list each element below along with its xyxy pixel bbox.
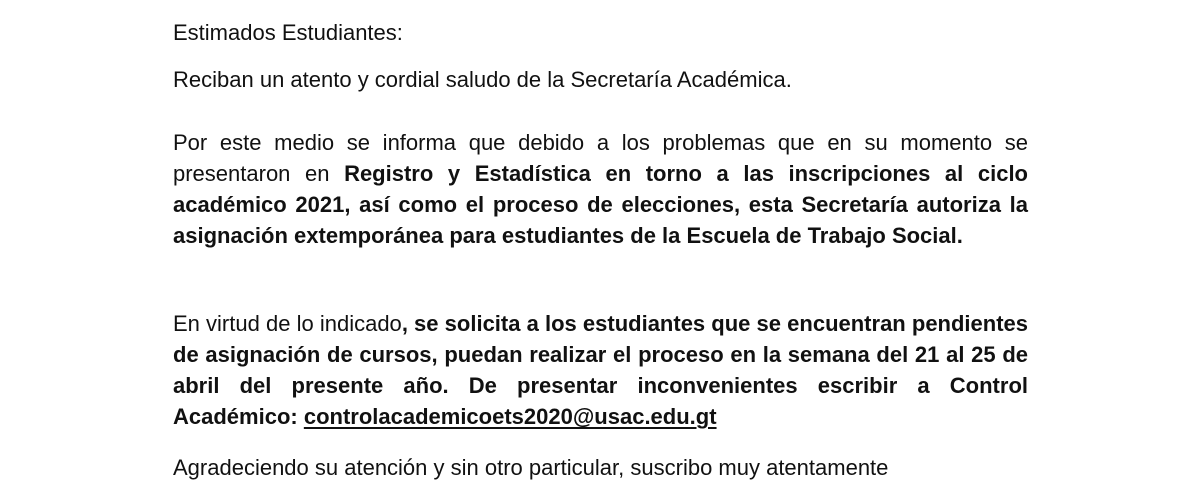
paragraph-assignment-emphasis: , se solicita a los estudiantes que se encuentran pendientes de asignación de cursos, puedan realizar el proceso en la semana del 21 al 25 de abril del presente año. De presentar inconvenientes escribir a Control Académico: (173, 311, 1029, 429)
paragraph-registration-intro: Por este medio se informa que debido a los problemas que en su momento se presentaron en (173, 130, 1028, 186)
contact-email-link[interactable]: controlacademicoets2020@usac.edu.gt (303, 404, 717, 429)
paragraph-registration-emphasis: Registro y Estadística en torno a las inscripciones al ciclo académico 2021, así como el proceso de elecciones, esta Secretaría autoriza la asignación extemporánea para estudiantes de la Escuela de Trabajo Social. (173, 161, 1028, 248)
paragraph-registration (173, 127, 1028, 251)
closing-line: Agradeciendo su atención y sin otro particular, suscribo muy atentamente (173, 455, 889, 480)
paragraph-assignment (173, 308, 1028, 432)
paragraph-assignment-intro: En virtud de lo indicado (173, 311, 402, 336)
closing-line-clip (173, 446, 1028, 480)
greeting: Estimados Estudiantes: (173, 20, 403, 45)
salutation: Reciban un atento y cordial saludo de la Secretaría Académica. (173, 67, 792, 92)
letter-page (173, 0, 1028, 480)
